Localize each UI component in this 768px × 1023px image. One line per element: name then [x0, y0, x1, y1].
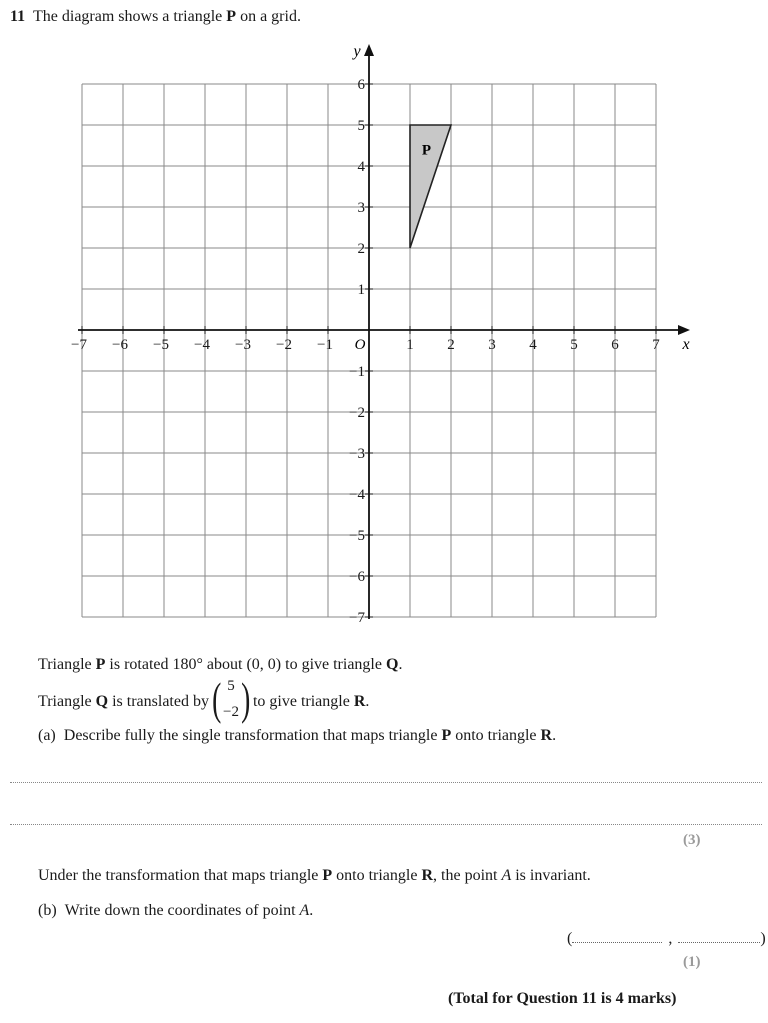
marks-b: (1): [683, 954, 701, 970]
x-tick-label: −2: [276, 337, 292, 353]
y-tick-label: 4: [357, 159, 365, 175]
triangle-p-ref: P: [441, 727, 452, 744]
text-fragment: is rotated 180° about (0, 0) to give triangle: [105, 656, 386, 673]
y-axis-arrowhead: [364, 44, 374, 56]
rotation-statement: [38, 656, 402, 674]
x-tick-label: −6: [112, 337, 128, 353]
text-fragment: Triangle: [38, 656, 96, 673]
translation-vector: [212, 673, 250, 728]
x-tick-label: −4: [194, 337, 210, 353]
left-paren: (: [212, 673, 222, 724]
invariant-statement: [38, 867, 591, 885]
text-fragment: .: [309, 902, 314, 919]
part-b-question: [38, 902, 313, 920]
triangle-q-ref: Q: [95, 693, 109, 710]
origin-label: O: [354, 337, 366, 353]
intro-triangle-label: P: [226, 8, 237, 25]
x-tick-label: −7: [71, 337, 87, 353]
text-fragment: onto triangle: [451, 727, 541, 744]
x-tick-label: 2: [447, 337, 455, 353]
point-a-ref: A: [299, 902, 310, 919]
text-fragment: .: [365, 693, 370, 710]
y-tick-label: 2: [357, 241, 365, 257]
x-tick-label: 6: [611, 337, 619, 353]
text-fragment: , the point: [433, 867, 502, 884]
y-tick-label: −5: [349, 528, 365, 544]
x-tick-label: 5: [570, 337, 578, 353]
answer-close-paren: ): [760, 930, 766, 947]
text-fragment: Under the transformation that maps triangle: [38, 867, 323, 884]
x-tick-label: 3: [488, 337, 496, 353]
y-tick-label: 6: [357, 77, 365, 93]
x-tick-label: −1: [317, 337, 333, 353]
y-tick-label: −7: [349, 610, 365, 626]
text-fragment: onto triangle: [332, 867, 422, 884]
triangle-p-label: P: [421, 142, 431, 159]
text-fragment: Describe fully the single transformation that maps triangle: [63, 727, 442, 744]
part-b-label: (b): [38, 902, 57, 919]
triangle-q-ref: Q: [385, 656, 399, 673]
answer-x-field[interactable]: [572, 930, 662, 943]
text-fragment: Write down the coordinates of point: [64, 902, 300, 919]
axes: [78, 44, 690, 619]
x-axis-label: x: [682, 336, 690, 353]
right-paren: ): [240, 673, 250, 724]
x-tick-label: 1: [406, 337, 414, 353]
question-number: 11: [10, 8, 26, 25]
answer-open-paren: (: [567, 930, 573, 947]
x-axis-arrowhead: [678, 325, 690, 335]
answer-comma: ,: [668, 930, 673, 947]
x-tick-label: 4: [529, 337, 537, 353]
triangle-r-ref: R: [421, 867, 434, 884]
text-fragment: Triangle: [38, 693, 96, 710]
y-axis-label: y: [353, 43, 361, 60]
x-tick-label: 7: [652, 337, 660, 353]
triangle-r-ref: R: [540, 727, 553, 744]
answer-y-field[interactable]: [678, 930, 760, 943]
marks-a: (3): [683, 832, 701, 848]
y-tick-label: 3: [357, 200, 365, 216]
text-fragment: is translated by: [108, 693, 209, 710]
triangle-p-ref: P: [95, 656, 106, 673]
coordinate-answer: [567, 930, 766, 948]
y-tick-label: 1: [357, 282, 365, 298]
x-tick-label: −5: [153, 337, 169, 353]
part-a-question: [38, 727, 556, 745]
triangle-p-ref: P: [322, 867, 333, 884]
x-tick-labels: [71, 337, 660, 353]
point-a-ref: A: [501, 867, 512, 884]
intro-post: on a grid.: [236, 8, 301, 25]
text-fragment: to give triangle: [252, 693, 354, 710]
intro-pre: The diagram shows a triangle: [33, 8, 227, 25]
text-fragment: .: [398, 656, 403, 673]
vector-bottom: −2: [222, 704, 239, 720]
y-tick-label: −4: [349, 487, 365, 503]
vector-top: 5: [227, 678, 235, 694]
y-tick-label: 5: [357, 118, 365, 134]
answer-line-a-1[interactable]: [10, 782, 762, 783]
triangle-r-ref: R: [353, 693, 366, 710]
part-a-label: (a): [38, 727, 56, 744]
y-tick-label: −3: [349, 446, 365, 462]
y-tick-label: −6: [349, 569, 365, 585]
question-total: (Total for Question 11 is 4 marks): [448, 990, 677, 1007]
y-tick-label: −2: [349, 405, 365, 421]
y-tick-label: −1: [349, 364, 365, 380]
text-fragment: is invariant.: [511, 867, 591, 884]
translation-statement: [38, 673, 370, 728]
answer-line-a-2[interactable]: [10, 824, 762, 825]
x-tick-label: −3: [235, 337, 251, 353]
text-fragment: .: [552, 727, 557, 744]
